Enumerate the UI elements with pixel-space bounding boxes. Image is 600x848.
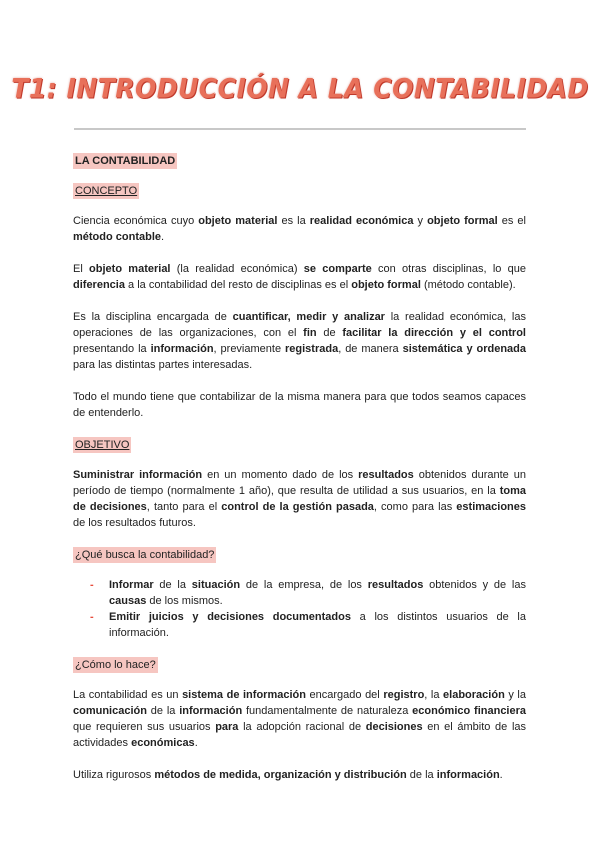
text-run: (método contable). [420, 279, 516, 291]
bold-text: registro [383, 689, 425, 701]
bold-text: económicas [131, 737, 195, 749]
heading-que-busca: ¿Qué busca la contabilidad? [75, 549, 215, 561]
text-run: obtenidos durante un período de tiempo (normalmente 1 año), que resulta de utilidad a sus usuarios, en la [73, 469, 526, 497]
bold-text: Suministrar información [73, 469, 203, 481]
heading-objetivo: OBJETIVO [75, 439, 130, 451]
bold-text: realidad económica [309, 215, 414, 227]
text-run: y [413, 215, 428, 227]
text-run: de la empresa, de los [240, 579, 368, 591]
title-divider [74, 128, 526, 130]
section-title: LA CONTABILIDAD [75, 155, 176, 167]
bold-text: diferencia [73, 279, 125, 291]
bold-text: facilitar la dirección y el control [342, 327, 526, 339]
text-run: presentando la [73, 343, 151, 355]
heading-concepto: CONCEPTO [75, 185, 138, 197]
objetivo-paragraph [73, 467, 526, 531]
text-run: Ciencia económica cuyo [73, 215, 199, 227]
page-title: T1: INTRODUCCIÓN A LA CONTABILIDAD [11, 73, 589, 104]
text-run: fundamentalmente de naturaleza [242, 705, 413, 717]
text-run: , tanto para el [146, 501, 222, 513]
text-run: la adopción racional de [238, 721, 366, 733]
text-run: de [316, 327, 343, 339]
text-run: a la contabilidad del resto de disciplinas es el [124, 279, 352, 291]
bold-text: causas [109, 595, 147, 607]
text-run: para las distintas partes interesadas. [73, 359, 253, 371]
bold-text: objeto formal [351, 279, 421, 291]
bold-text: decisiones [365, 721, 423, 733]
bold-text: información [179, 705, 243, 717]
text-run: con otras disciplinas, lo que [371, 263, 526, 275]
list-item [90, 609, 526, 641]
bold-text: sistemática y ordenada [402, 343, 527, 355]
bold-text: sistema de información [182, 689, 306, 701]
text-run: es el [497, 215, 526, 227]
text-run: encargado del [305, 689, 384, 701]
bold-text: se comparte [303, 263, 372, 275]
como-paragraph-2 [73, 767, 526, 783]
bold-text: económico financiera [412, 705, 527, 717]
bold-text: situación [191, 579, 241, 591]
bold-text: registrada [285, 343, 339, 355]
bold-text: objeto material [89, 263, 171, 275]
text-run: de la [146, 705, 180, 717]
como-paragraph-1 [73, 687, 526, 751]
text-run: Es la disciplina encargada de [73, 311, 233, 323]
bold-text: información [150, 343, 214, 355]
text-run: de la [406, 769, 437, 781]
bold-text: objeto material [198, 215, 278, 227]
bold-text: fin [303, 327, 317, 339]
bold-text: control de la gestión pasada [221, 501, 374, 513]
bold-text: elaboración [443, 689, 505, 701]
bold-text: método contable [73, 231, 162, 243]
list-item-text [109, 579, 526, 607]
text-run: (la realidad económica) [170, 263, 304, 275]
bold-text: cuantificar, medir y analizar [232, 311, 385, 323]
bold-text: para [215, 721, 239, 733]
document-body [73, 153, 526, 799]
text-run: es la [277, 215, 310, 227]
que-busca-list [73, 577, 526, 641]
bold-text: resultados [358, 469, 414, 481]
bold-text: toma de decisiones [73, 485, 526, 513]
list-item [90, 577, 526, 609]
text-run: que requieren sus usuarios [73, 721, 216, 733]
bold-text: objeto formal [427, 215, 498, 227]
text-run: en un momento dado de los [202, 469, 359, 481]
bold-text: Emitir juicios y decisiones documentados [109, 611, 351, 623]
concepto-paragraph-1 [73, 213, 526, 245]
text-run: , la [424, 689, 444, 701]
text-run: , de manera [338, 343, 403, 355]
text-run: El [73, 263, 90, 275]
text-run: . [161, 231, 165, 243]
text-run: . [499, 769, 503, 781]
text-run: a los distintos usuarios de la información. [109, 611, 526, 639]
bold-text: Informar [109, 579, 154, 591]
text-run: y la [504, 689, 526, 701]
text-run: de la [153, 579, 192, 591]
bold-text: resultados [367, 579, 424, 591]
text-run: Todo el mundo tiene que contabilizar de la misma manera para que todos seamos capaces de entenderlo. [73, 391, 526, 419]
bullet-dash: - [90, 579, 94, 591]
text-run: Utiliza rigurosos [73, 769, 155, 781]
bold-text: métodos de medida, organización y distribución [154, 769, 407, 781]
concepto-paragraph-4 [73, 389, 526, 421]
text-run: La contabilidad es un [73, 689, 183, 701]
list-item-text [109, 611, 526, 639]
heading-como-lo-hace: ¿Cómo lo hace? [75, 659, 156, 671]
bold-text: comunicación [73, 705, 147, 717]
concepto-paragraph-2 [73, 261, 526, 293]
text-run: . [194, 737, 198, 749]
text-run: obtenidos y de las [423, 579, 526, 591]
text-run: , previamente [213, 343, 285, 355]
text-run: de los mismos. [146, 595, 223, 607]
text-run: de los resultados futuros. [73, 517, 196, 529]
bullet-dash: - [90, 611, 94, 623]
bold-text: información [436, 769, 500, 781]
text-run: la realidad económica, las operaciones de las organizaciones, con el [73, 311, 526, 339]
text-run: en el ámbito de las actividades [73, 721, 527, 749]
bold-text: estimaciones [456, 501, 526, 513]
text-run: , como para las [373, 501, 457, 513]
concepto-paragraph-3 [73, 309, 526, 373]
